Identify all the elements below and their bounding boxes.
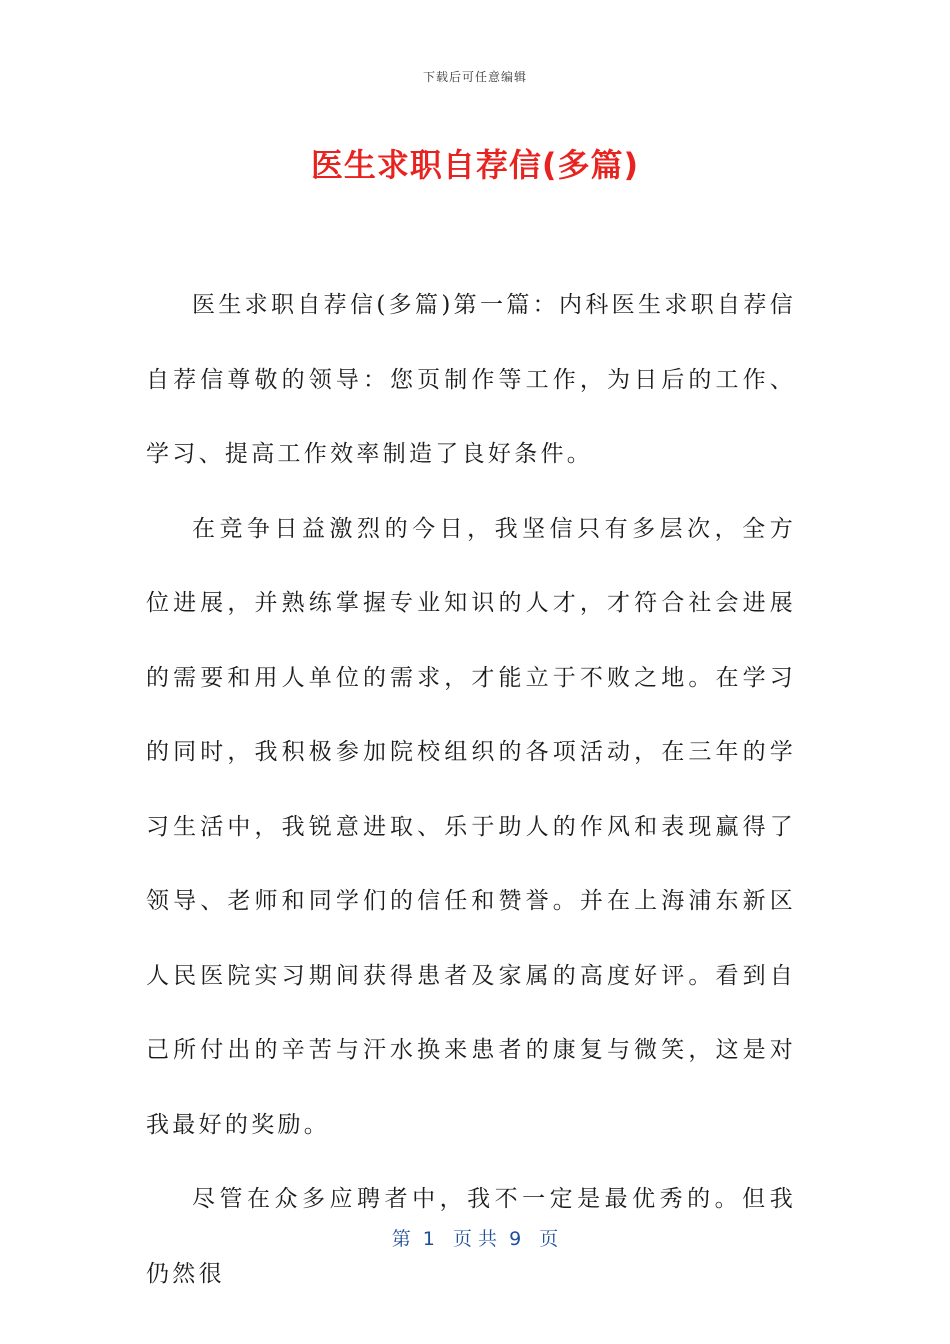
document-body: [146, 268, 796, 1311]
page-number: 第 1 页 共 9 页: [391, 1228, 559, 1250]
paragraph: 在竞争日益激烈的今日，我坚信只有多层次，全方位进展，并熟练掌握专业知识的人才，才符合社会进展的需要和用人单位的需求，才能立于不败之地。在学习的同时，我积极参加院校组织的各项活动，在三年的学习生活中，我锐意进取、乐于助人的作风和表现赢得了领导、老师和同学们的信任和赞誉。并在上海浦东新区人民医院实习期间获得患者及家属的高度好评。看到自己所付出的辛苦与汗水换来患者的康复与微笑，这是对我最好的奖励。: [146, 515, 796, 1138]
header-note: 下载后可任意编辑: [422, 70, 527, 84]
document-title: 医生求职自荐信(多篇): [310, 146, 640, 184]
paragraph: 医生求职自荐信(多篇)第一篇：内科医生求职自荐信自荐信尊敬的领导：您页制作等工作，为日后的工作、学习、提高工作效率制造了良好条件。: [146, 292, 796, 467]
paragraph: 尽管在众多应聘者中，我不一定是最优秀的。但我仍然很: [146, 1186, 796, 1287]
